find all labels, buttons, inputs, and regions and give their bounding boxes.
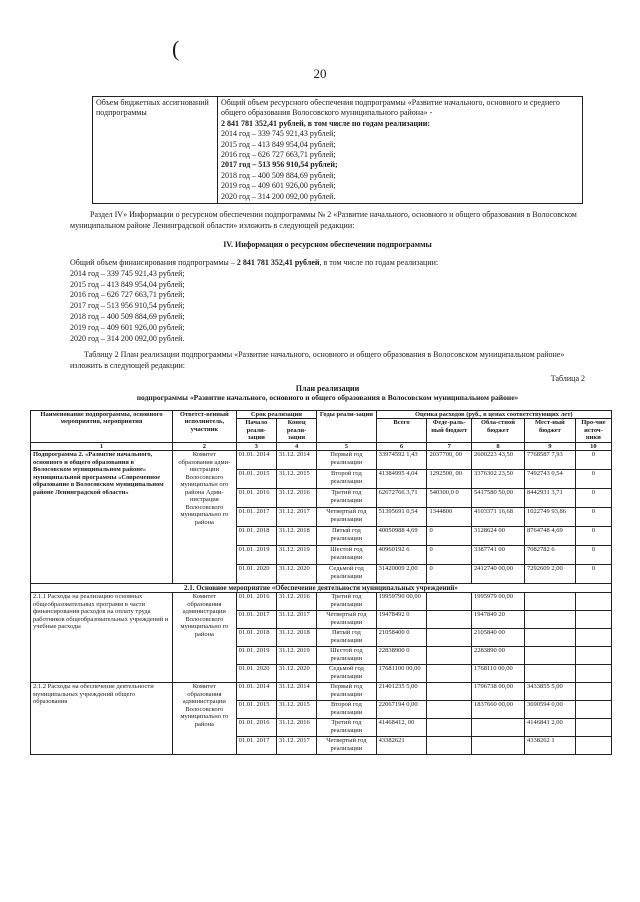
cell-total: 19959790 00,00	[376, 593, 427, 611]
cell-year-label: Пятый год реализации	[317, 629, 376, 647]
cell-end-date: 31.12. 2015	[276, 470, 316, 489]
budget-year: 2016 год – 626 727 663,71 рублей;	[221, 149, 336, 159]
budget-details	[218, 97, 583, 204]
cell-end-date: 31.12. 2017	[276, 611, 316, 629]
header-years: Годы реали-зации	[317, 411, 376, 443]
header-executor: Ответст-венный исполнитель, участник	[173, 411, 237, 443]
cell-federal	[427, 647, 472, 665]
cell-start-date: 01.01. 2020	[236, 665, 276, 683]
financing-year: 2015 год – 413 849 954,04 рублей;	[70, 279, 185, 289]
cell-end-date: 31.12. 2020	[276, 665, 316, 683]
financing-total: 2 841 781 352,41 рублей	[236, 258, 320, 267]
cell-year-label: Четвертый год реализации	[317, 508, 376, 527]
financing-year: 2018 год – 400 509 884,69 рублей;	[70, 311, 185, 321]
cell-end-date: 31.12. 2016	[276, 719, 316, 737]
financing-summary	[70, 258, 585, 269]
cell-other: 0	[575, 470, 611, 489]
cell-start-date: 01.01. 2020	[236, 565, 276, 584]
cell-federal	[427, 593, 472, 611]
plan-row	[31, 593, 612, 611]
financing-year: 2016 год – 626 727 663,71 рублей;	[70, 290, 185, 300]
header-other: Про-чие источ-ники	[575, 419, 611, 442]
cell-local	[524, 665, 575, 683]
financing-year: 2017 год – 513 956 910,54 рублей;	[70, 301, 185, 311]
cell-local	[524, 611, 575, 629]
cell-federal: 1292500, 00	[427, 470, 472, 489]
cell-regional: 2600223 43,50	[471, 451, 524, 470]
cell-total: 43382621	[376, 737, 427, 755]
header-end: Конец реали-зации	[276, 419, 316, 442]
cell-total: 41384995 4,04	[376, 470, 427, 489]
cell-other	[575, 719, 611, 737]
measure-2-1-1-rows	[31, 593, 612, 683]
cell-other: 0	[575, 451, 611, 470]
section-2-1-title: 2.1. Основное мероприятие «Обеспечение деятельности муниципальных учреждений»	[31, 584, 612, 593]
measure-2-1-2-rows	[31, 683, 612, 755]
cell-federal: 0	[427, 546, 472, 565]
cell-local: 8442931 3,71	[524, 489, 575, 508]
cell-start-date: 01.01. 2016	[236, 593, 276, 611]
handwritten-mark: (	[172, 36, 180, 61]
cell-start-date: 01.01. 2018	[236, 629, 276, 647]
cell-federal	[427, 683, 472, 701]
cell-year-label: Шестой год реализации	[317, 546, 376, 565]
cell-regional	[471, 719, 524, 737]
plan-subtitle: подпрограммы «Развитие начального, основного и общего образования в Волосовском муниципальном районе»	[136, 393, 519, 402]
cell-federal	[427, 665, 472, 683]
m212-name: 2.1.2 Расходы на обеспечение деятельности муниципальных учреждений общего образования	[31, 683, 173, 755]
cell-total: 41468412, 00	[376, 719, 427, 737]
cell-local: 4146841 2,00	[524, 719, 575, 737]
col-number: 6	[376, 442, 427, 450]
cell-total: 31420009 2,00	[376, 565, 427, 584]
budget-year: 2018 год – 400 509 884,69 рублей;	[221, 170, 336, 180]
cell-regional: 1796738 00,00	[471, 683, 524, 701]
cell-total: 51395691 0,54	[376, 508, 427, 527]
cell-regional	[471, 737, 524, 755]
cell-other	[575, 593, 611, 611]
header-period: Срок реализации	[236, 411, 317, 419]
cell-other: 0	[575, 489, 611, 508]
cell-year-label: Второй год реализации	[317, 470, 376, 489]
col-number: 2	[173, 442, 237, 450]
cell-end-date: 31.12. 2019	[276, 647, 316, 665]
financing-year: 2014 год – 339 745 921,43 рублей;	[70, 268, 185, 278]
cell-local: 4338262 1	[524, 737, 575, 755]
cell-regional: 2105840 00	[471, 629, 524, 647]
cell-other	[575, 647, 611, 665]
cell-year-label: Третий год реализации	[317, 719, 376, 737]
cell-end-date: 31.12. 2018	[276, 629, 316, 647]
cell-regional: 1995979 00,00	[471, 593, 524, 611]
cell-start-date: 01.01. 2019	[236, 647, 276, 665]
header-federal: Феде-раль-ный бюджет	[427, 419, 472, 442]
budget-total: 2 841 781 352,41 рублей, в том числе по годам реализации:	[221, 118, 431, 128]
col-number: 5	[317, 442, 376, 450]
cell-local: 8764748 4,69	[524, 527, 575, 546]
cell-start-date: 01.01. 2015	[236, 701, 276, 719]
cell-local	[524, 629, 575, 647]
cell-end-date: 31.12. 2017	[276, 508, 316, 527]
cell-year-label: Седьмой год реализации	[317, 665, 376, 683]
table2-label: Таблица 2	[550, 374, 585, 383]
cell-local: 3433855 5,00	[524, 683, 575, 701]
cell-regional: 2412740 00,00	[471, 565, 524, 584]
budget-year: 2019 год – 409 601 926,00 рублей;	[221, 181, 336, 191]
cell-start-date: 01.01. 2019	[236, 546, 276, 565]
cell-end-date: 31.12. 2015	[276, 701, 316, 719]
cell-total: 19478492 0	[376, 611, 427, 629]
col-number: 9	[524, 442, 575, 450]
cell-end-date: 31.12. 2017	[276, 737, 316, 755]
cell-regional: 5417580 50,00	[471, 489, 524, 508]
cell-other	[575, 701, 611, 719]
section-2-1-row	[31, 584, 612, 593]
page-number: 20	[313, 66, 327, 81]
section-heading: IV. Информация о ресурсном обеспечении подпрограммы	[223, 240, 432, 249]
cell-year-label: Четвертый год реализации	[317, 611, 376, 629]
col-number: 4	[276, 442, 316, 450]
cell-federal	[427, 611, 472, 629]
cell-federal: 540300,0 0	[427, 489, 472, 508]
column-numbers-row	[31, 442, 612, 450]
sub2-name: Подпрограмма 2. «Развитие начального, основного и общего образования в Волосовском муниципальном районе» муниципальной программы «Современное образование в Волосовском муниципальном районе Ленинградской области»	[31, 451, 173, 584]
cell-year-label: Пятый год реализации	[317, 527, 376, 546]
col-number: 7	[427, 442, 472, 450]
plan-title: План реализации	[295, 384, 360, 393]
cell-federal: 0	[427, 527, 472, 546]
cell-end-date: 31.12. 2014	[276, 451, 316, 470]
cell-start-date: 01.01. 2015	[236, 470, 276, 489]
cell-other: 0	[575, 546, 611, 565]
cell-year-label: Третий год реализации	[317, 489, 376, 508]
table2-intro: Таблицу 2 План реализации подпрограммы «Развитие начального, основного и общего образования в Волосовском муниципальном районе» изложить в следующей редакции:	[70, 350, 565, 370]
cell-total: 40050988 4,69	[376, 527, 427, 546]
cell-end-date: 31.12. 2020	[276, 565, 316, 584]
cell-local: 3690594 0,00	[524, 701, 575, 719]
cell-start-date: 01.01. 2014	[236, 683, 276, 701]
cell-other	[575, 665, 611, 683]
header-costs: Оценка расходов (руб., в ценах соответствующих лет)	[376, 411, 611, 419]
cell-start-date: 01.01. 2016	[236, 489, 276, 508]
cell-federal: 0	[427, 565, 472, 584]
header-total: Всего	[376, 419, 427, 442]
financing-year: 2019 год – 409 601 926,00 рублей;	[70, 322, 185, 332]
cell-regional: 4103371 16,68	[471, 508, 524, 527]
cell-federal	[427, 629, 472, 647]
cell-year-label: Первый год реализации	[317, 683, 376, 701]
cell-other	[575, 683, 611, 701]
cell-year-label: Третий год реализации	[317, 593, 376, 611]
cell-total: 33974592 1,43	[376, 451, 427, 470]
cell-regional: 1768110 00,00	[471, 665, 524, 683]
header-name: Наименование подпрограммы, основного мероприятия, мероприятия	[31, 411, 173, 443]
cell-total: 21058400 0	[376, 629, 427, 647]
financing-tail: , в том числе по годам реализации:	[319, 258, 439, 267]
cell-local: 7768587 7,93	[524, 451, 575, 470]
cell-year-label: Первый год реализации	[317, 451, 376, 470]
cell-total: 22838900 0	[376, 647, 427, 665]
cell-local: 7082782 6	[524, 546, 575, 565]
col-number: 8	[471, 442, 524, 450]
budget-label: Объем бюджетных ассигнований подпрограммы	[93, 97, 218, 204]
cell-other	[575, 611, 611, 629]
cell-start-date: 01.01. 2016	[236, 719, 276, 737]
financing-year: 2020 год – 314 200 092,00 рублей.	[70, 333, 185, 343]
budget-year: 2020 год – 314 200 092,00 рублей.	[221, 191, 336, 201]
budget-allocation-table	[92, 96, 583, 204]
cell-regional: 3376302 23,50	[471, 470, 524, 489]
cell-year-label: Шестой год реализации	[317, 647, 376, 665]
header-local: Мест-ный бюджет	[524, 419, 575, 442]
cell-total: 17681100 00,00	[376, 665, 427, 683]
plan-row	[31, 683, 612, 701]
cell-other	[575, 737, 611, 755]
cell-end-date: 31.12. 2018	[276, 527, 316, 546]
cell-start-date: 01.01. 2017	[236, 508, 276, 527]
subprogram2-rows	[31, 451, 612, 584]
cell-start-date: 01.01. 2017	[236, 737, 276, 755]
m212-executor: Комитет образования администрации Волосовского муниципально го района	[173, 683, 237, 755]
cell-start-date: 01.01. 2018	[236, 527, 276, 546]
plan-table	[30, 410, 612, 755]
col-number: 1	[31, 442, 173, 450]
cell-end-date: 31.12. 2016	[276, 489, 316, 508]
m211-name: 2.1.1 Расходы на реализацию основных общеобразовательных программ в части финансирования расходов на оплату труда работников общеобразовательных учреждений и учебные расходы	[31, 593, 173, 683]
cell-federal: 1344800	[427, 508, 472, 527]
cell-end-date: 31.12. 2016	[276, 593, 316, 611]
plan-header-row	[31, 411, 612, 419]
cell-local	[524, 593, 575, 611]
cell-year-label: Четвертый год реализации	[317, 737, 376, 755]
cell-start-date: 01.01. 2017	[236, 611, 276, 629]
cell-end-date: 31.12. 2019	[276, 546, 316, 565]
header-regional: Обла-стной бюджет	[471, 419, 524, 442]
cell-local: 7492743 0,54	[524, 470, 575, 489]
plan-row	[31, 451, 612, 470]
budget-intro: Общий объем ресурсного обеспечения подпрограммы «Развитие начального, основного и среднего общего образования Волосовского муниципального района» -	[221, 98, 560, 118]
cell-local: 7292609 2,00	[524, 565, 575, 584]
cell-regional: 3128624 00	[471, 527, 524, 546]
cell-regional: 1837660 00,00	[471, 701, 524, 719]
m211-executor: Комитет образования администрации Волосовского муниципально го района	[173, 593, 237, 683]
cell-federal	[427, 719, 472, 737]
section-intro: Раздел IV» Информации о ресурсном обеспечении подпрограммы № 2 «Развитие начального, основного и общего образования в Волосовском муниципальном районе Ленинградской области» изложить в следующей редакции:	[70, 210, 577, 230]
cell-total: 22067194 0,00	[376, 701, 427, 719]
budget-year: 2017 год – 513 956 910,54 рублей;	[221, 160, 338, 170]
cell-other: 0	[575, 527, 611, 546]
financing-lead: Общий объем финансирования подпрограммы –	[70, 258, 235, 267]
cell-federal	[427, 701, 472, 719]
cell-total: 62672766 3,71	[376, 489, 427, 508]
cell-regional: 3387741 00	[471, 546, 524, 565]
cell-end-date: 31.12. 2014	[276, 683, 316, 701]
cell-other: 0	[575, 565, 611, 584]
budget-year: 2015 год – 413 849 954,04 рублей;	[221, 139, 336, 149]
cell-regional: 1947849 20	[471, 611, 524, 629]
cell-other: 0	[575, 508, 611, 527]
cell-other	[575, 629, 611, 647]
sub2-executor: Комитет образования адми-нистрации Волосовского муниципальн ого района Адми-нистрация Волосовского муниципально го района	[173, 451, 237, 584]
cell-regional: 2283890 00	[471, 647, 524, 665]
financing-block	[70, 258, 585, 344]
cell-local	[524, 647, 575, 665]
cell-total: 21401235 5,00	[376, 683, 427, 701]
cell-total: 40960192 6	[376, 546, 427, 565]
col-number: 10	[575, 442, 611, 450]
cell-local: 1022749 93,86	[524, 508, 575, 527]
budget-year: 2014 год – 339 745 921,43 рублей;	[221, 129, 336, 139]
cell-federal: 2037700, 00	[427, 451, 472, 470]
header-start: Начало реали-зации	[236, 419, 276, 442]
cell-federal	[427, 737, 472, 755]
cell-start-date: 01.01. 2014	[236, 451, 276, 470]
cell-year-label: Седьмой год реализации	[317, 565, 376, 584]
cell-year-label: Второй год реализации	[317, 701, 376, 719]
col-number: 3	[236, 442, 276, 450]
